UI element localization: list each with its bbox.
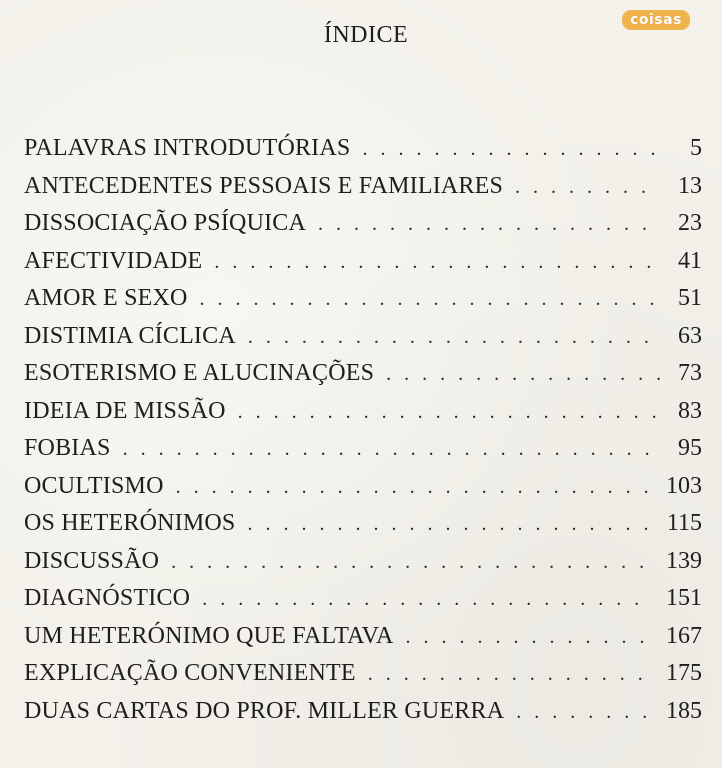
dot-leader [247, 506, 652, 544]
dot-leader [516, 694, 652, 732]
toc-entry-page-number: 95 [678, 435, 702, 461]
toc-entry-title: DISCUSSÃO [24, 547, 160, 574]
toc-entry-title: AFECTIVIDADE [24, 247, 203, 274]
dot-leader [176, 469, 652, 507]
toc-entry-title: ESOTERISMO E ALUCINAÇÕES [24, 360, 375, 386]
dot-leader [362, 131, 660, 169]
toc-entry-page-number: 185 [666, 697, 702, 724]
toc-entry-title: DISTIMIA CÍCLICA [24, 322, 236, 349]
toc-entry-page-number: 103 [666, 472, 702, 499]
toc-entry [24, 543, 702, 581]
toc-entry [24, 168, 702, 206]
dot-leader [406, 619, 652, 657]
toc-entry [24, 430, 702, 468]
toc-entry-page-number: 41 [678, 247, 702, 274]
dot-leader [238, 394, 660, 432]
toc-entry-title: PALAVRAS INTRODUTÓRIAS [24, 135, 351, 161]
dot-leader [386, 356, 660, 394]
toc-entry-title: DISSOCIAÇÃO PSÍQUICA [24, 210, 307, 236]
toc-entry-title: OCULTISMO [24, 472, 164, 499]
dot-leader [318, 206, 660, 244]
toc-entry [24, 130, 702, 168]
dot-leader [123, 431, 660, 469]
toc-entry [24, 355, 702, 393]
watermark-text: coisas [630, 12, 682, 28]
toc-entry-title: DIAGNÓSTICO [24, 585, 191, 611]
page-title: ÍNDICE [323, 22, 409, 48]
toc-entry [24, 318, 702, 356]
toc-entry-title: IDEIA DE MISSÃO [24, 397, 226, 424]
toc-entry-title: FOBIAS [24, 435, 111, 461]
dot-leader [214, 244, 660, 282]
toc-entry [24, 655, 702, 693]
toc-entry [24, 205, 702, 243]
toc-entry-page-number: 51 [678, 285, 702, 311]
toc-entry-page-number: 115 [666, 510, 702, 536]
toc-entry-page-number: 63 [678, 322, 702, 349]
toc-entry [24, 280, 702, 318]
toc-entry-title: EXPLICAÇÃO CONVENIENTE [24, 660, 356, 686]
toc-entry-page-number: 139 [666, 547, 702, 574]
toc-entry-title: OS HETERÓNIMOS [24, 510, 236, 536]
toc-entry-page-number: 23 [678, 210, 702, 236]
toc-entry-page-number: 73 [678, 360, 702, 386]
dot-leader [248, 319, 660, 357]
toc-entry-title: ANTECEDENTES PESSOAIS E FAMILIARES [24, 172, 504, 199]
dot-leader [368, 656, 652, 694]
toc-entry-page-number: 13 [678, 172, 702, 199]
toc-entry-page-number: 175 [666, 660, 702, 686]
toc-entry-page-number: 151 [666, 585, 702, 611]
toc-entry-title: UM HETERÓNIMO QUE FALTAVA [24, 622, 394, 649]
toc-entry [24, 468, 702, 506]
table-of-contents [24, 130, 702, 730]
toc-entry-title: AMOR E SEXO [24, 285, 188, 311]
toc-entry [24, 580, 702, 618]
toc-entry-page-number: 83 [678, 397, 702, 424]
dot-leader [202, 581, 652, 619]
toc-entry-page-number: 5 [690, 135, 702, 161]
toc-entry [24, 393, 702, 431]
dot-leader [515, 169, 660, 207]
toc-entry [24, 505, 702, 543]
dot-leader [171, 544, 652, 582]
toc-entry [24, 693, 702, 731]
toc-entry-title: DUAS CARTAS DO PROF. MILLER GUERRA [24, 697, 505, 724]
toc-entry-page-number: 167 [666, 622, 702, 649]
toc-entry [24, 243, 702, 281]
toc-entry [24, 618, 702, 656]
dot-leader [200, 281, 660, 319]
